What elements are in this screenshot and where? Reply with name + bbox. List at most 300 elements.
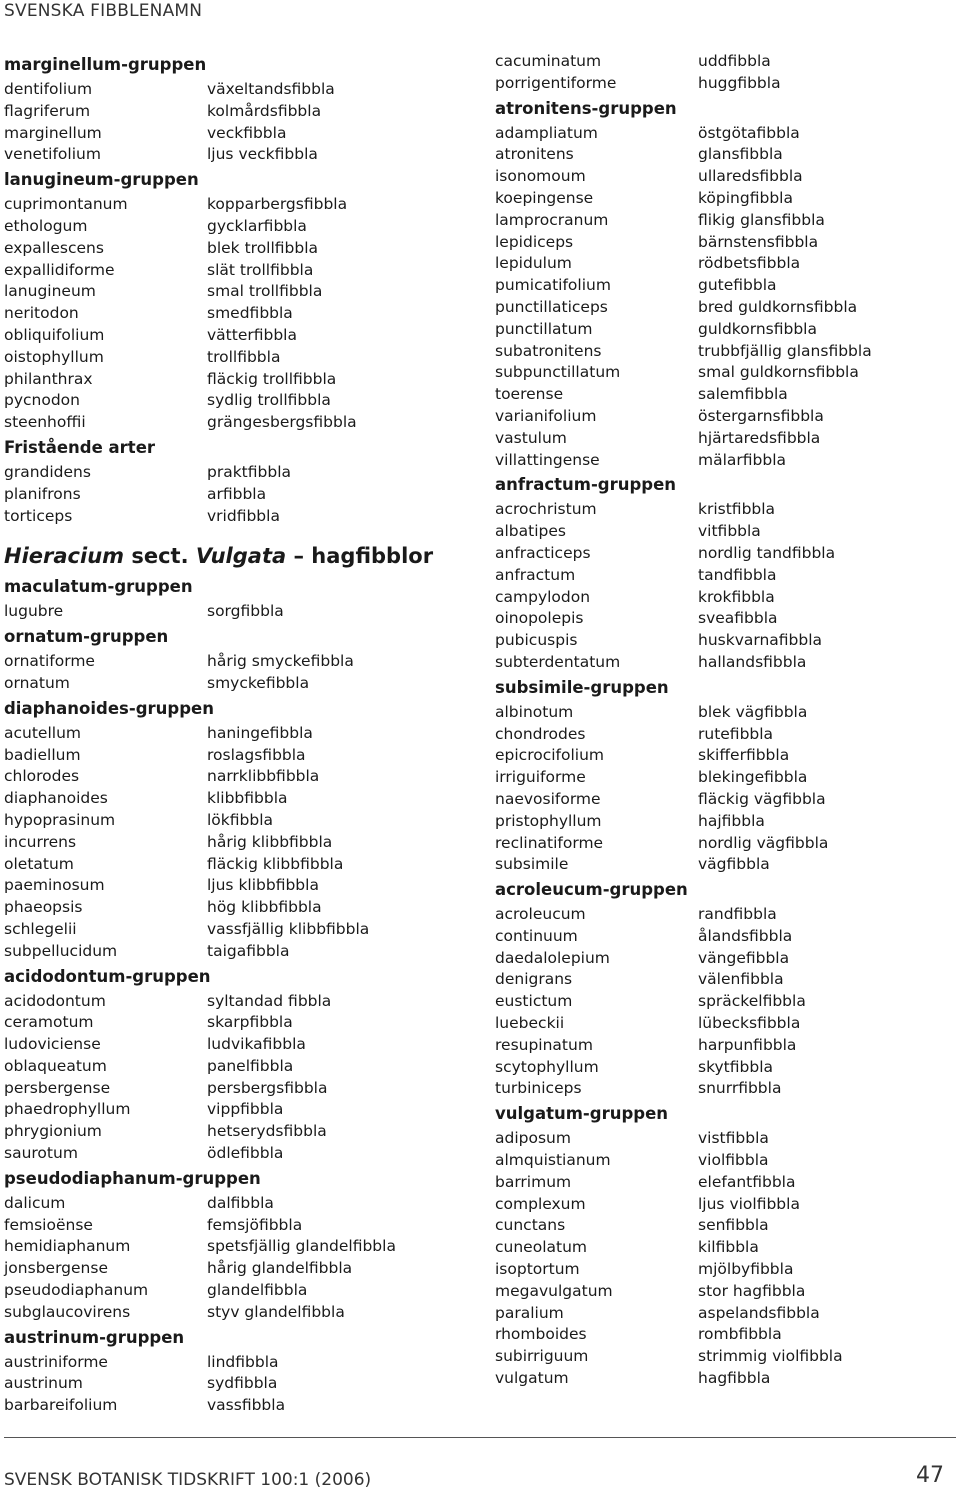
name-row [495, 702, 955, 724]
swedish-name: hetserydsfibbla [207, 1122, 327, 1141]
scientific-name: naevosiforme [495, 789, 601, 808]
name-row [495, 1281, 955, 1303]
scientific-name: vastulum [495, 428, 567, 447]
swedish-name: roslagsfibbla [207, 745, 306, 764]
name-row [495, 51, 955, 73]
scientific-name: ludoviciense [4, 1035, 101, 1054]
scientific-name: saurotum [4, 1144, 78, 1163]
running-header: SVENSKA FIBBLENAMN [4, 1, 203, 21]
swedish-name: vridfibbla [207, 506, 280, 525]
swedish-name: lökfibbla [207, 810, 274, 829]
scientific-name: subpellucidum [4, 941, 118, 960]
scientific-name: koepingense [495, 188, 594, 207]
name-row [495, 1035, 955, 1057]
name-row [495, 253, 955, 275]
swedish-name: östgötafibbla [698, 123, 800, 142]
swedish-name: skifferfibbla [698, 746, 790, 765]
name-group [495, 674, 955, 876]
name-row [4, 651, 474, 673]
name-group [4, 573, 474, 623]
name-row [4, 101, 474, 123]
swedish-name: mälarfibbla [698, 450, 787, 469]
swedish-name: ullaredsfibbla [698, 167, 803, 186]
name-row [495, 811, 955, 833]
scientific-name: villattingense [495, 450, 600, 469]
scientific-name: daedalolepium [495, 948, 610, 967]
scientific-name: paeminosum [4, 876, 105, 895]
name-row [4, 1056, 474, 1078]
scientific-name: lepidulum [495, 254, 572, 273]
swedish-name: elefantfibbla [698, 1172, 796, 1191]
swedish-name: hjärtaredsfibbla [698, 428, 821, 447]
scientific-name: luebeckii [495, 1014, 565, 1033]
scientific-name: torticeps [4, 506, 73, 525]
swedish-name: hårig smyckefibbla [207, 652, 354, 671]
group-title: subsimile-gruppen [495, 677, 669, 697]
swedish-name: persbergsfibbla [207, 1078, 328, 1097]
scientific-name: planifrons [4, 484, 81, 503]
swedish-name: narrklibbfibbla [207, 767, 320, 786]
name-row [4, 325, 474, 347]
swedish-name: spetsfjällig glandelfibbla [207, 1237, 396, 1256]
group-title: lanugineum-gruppen [4, 170, 199, 190]
scientific-name: isonomoum [495, 167, 586, 186]
scientific-name: hypoprasinum [4, 810, 116, 829]
scientific-name: pubicuspis [495, 631, 578, 650]
scientific-name: resupinatum [495, 1035, 593, 1054]
swedish-name: vistfibbla [698, 1129, 769, 1148]
swedish-name: blekingefibbla [698, 768, 808, 787]
name-row [495, 926, 955, 948]
scientific-name: oinopolepis [495, 609, 584, 628]
scientific-name: acidodontum [4, 991, 106, 1010]
swedish-name: ålandsfibbla [698, 926, 793, 945]
scientific-name: hemidiaphanum [4, 1237, 131, 1256]
scientific-name: chlorodes [4, 767, 80, 786]
name-row [4, 1099, 474, 1121]
swedish-name: hagfibbla [698, 1369, 771, 1388]
scientific-name: complexum [495, 1194, 586, 1213]
scientific-name: philanthrax [4, 369, 93, 388]
scientific-name: continuum [495, 926, 578, 945]
scientific-name: barrimum [495, 1172, 572, 1191]
swedish-name: hårig glandelfibbla [207, 1259, 353, 1278]
swedish-name: fläckig klibbfibbla [207, 854, 344, 873]
scientific-name: steenhoffii [4, 413, 86, 432]
group-title: maculatum-gruppen [4, 577, 193, 597]
swedish-name: hårig klibbfibbla [207, 832, 333, 851]
scientific-name: campylodon [495, 587, 591, 606]
scientific-name: expallescens [4, 238, 104, 257]
section-name: Vulgata [195, 544, 287, 569]
name-row [495, 210, 955, 232]
swedish-name: hallandsfibbla [698, 652, 807, 671]
name-row [495, 73, 955, 95]
swedish-name: sydlig trollfibbla [207, 391, 331, 410]
name-row [495, 1215, 955, 1237]
name-row [4, 919, 474, 941]
name-row [495, 1172, 955, 1194]
scientific-name: adiposum [495, 1129, 571, 1148]
group-title: ornatum-gruppen [4, 627, 169, 647]
name-row [495, 1237, 955, 1259]
group-title: diaphanoides-gruppen [4, 698, 214, 718]
swedish-name: glandelfibbla [207, 1281, 308, 1300]
scientific-name: oletatum [4, 854, 74, 873]
scientific-name: rhomboides [495, 1325, 587, 1344]
name-row [495, 991, 955, 1013]
swedish-name: lindfibbla [207, 1352, 279, 1371]
name-group [4, 434, 474, 527]
swedish-name: trollfibbla [207, 347, 281, 366]
swedish-name: strimmig violfibbla [698, 1347, 843, 1366]
group-title: austrinum-gruppen [4, 1327, 185, 1347]
name-row [4, 832, 474, 854]
name-row [4, 194, 474, 216]
swedish-name: nordlig vägfibbla [698, 833, 829, 852]
name-row [495, 428, 955, 450]
scientific-name: porrigentiforme [495, 73, 617, 92]
name-row [4, 941, 474, 963]
scientific-name: anfractum [495, 565, 576, 584]
name-row [495, 565, 955, 587]
scientific-name: dalicum [4, 1193, 66, 1212]
swedish-name: huskvarnafibbla [698, 631, 823, 650]
swedish-name: bärnstensfibbla [698, 232, 819, 251]
left-groups-a [4, 51, 474, 527]
scientific-name: subterdentatum [495, 652, 621, 671]
name-row [4, 1012, 474, 1034]
scientific-name: pumicatifolium [495, 276, 611, 295]
name-row [495, 745, 955, 767]
swedish-name: violfibbla [698, 1151, 769, 1170]
swedish-name: skytfibbla [698, 1057, 773, 1076]
scientific-name: ethologum [4, 216, 88, 235]
group-title: vulgatum-gruppen [495, 1104, 669, 1124]
scientific-name: lugubre [4, 602, 64, 621]
scientific-name: neritodon [4, 304, 79, 323]
scientific-name: grandidens [4, 462, 91, 481]
scientific-name: subsimile [495, 855, 569, 874]
swedish-name: smal trollfibbla [207, 282, 323, 301]
name-row [495, 767, 955, 789]
scientific-name: lanugineum [4, 282, 96, 301]
name-row [4, 144, 474, 166]
left-groups-b [4, 573, 474, 1417]
group-title: anfractum-gruppen [495, 475, 677, 495]
swedish-name: sveafibbla [698, 609, 778, 628]
swedish-name: nordlig tandfibbla [698, 543, 836, 562]
swedish-name: sydfibbla [207, 1374, 278, 1393]
swedish-name: rombfibbla [698, 1325, 782, 1344]
name-row [4, 238, 474, 260]
name-row [495, 1303, 955, 1325]
name-row [4, 79, 474, 101]
name-row [4, 484, 474, 506]
name-row [4, 369, 474, 391]
name-row [495, 608, 955, 630]
swedish-name: klibbfibbla [207, 789, 288, 808]
scientific-name: denigrans [495, 970, 573, 989]
swedish-name: östergarnsfibbla [698, 406, 824, 425]
swedish-name: ödlefibbla [207, 1144, 284, 1163]
scientific-name: barbareifolium [4, 1396, 118, 1415]
name-row [495, 144, 955, 166]
name-group [4, 695, 474, 963]
swedish-name: vägfibbla [698, 855, 770, 874]
swedish-name: salemfibbla [698, 385, 788, 404]
scientific-name: subpunctillatum [495, 363, 621, 382]
swedish-name: vitfibbla [698, 522, 761, 541]
scientific-name: subirriguum [495, 1347, 589, 1366]
scientific-name: albatipes [495, 522, 566, 541]
right-groups [495, 51, 955, 1390]
name-row [495, 854, 955, 876]
name-row [495, 499, 955, 521]
swedish-name: guldkornsfibbla [698, 319, 817, 338]
scientific-name: irriguiforme [495, 768, 586, 787]
scientific-name: paralium [495, 1303, 564, 1322]
scientific-name: pycnodon [4, 391, 80, 410]
swedish-name: fläckig vägfibbla [698, 789, 826, 808]
swedish-name: sorgfibbla [207, 602, 284, 621]
scientific-name: varianifolium [495, 406, 597, 425]
group-title: pseudodiaphanum-gruppen [4, 1168, 261, 1188]
scientific-name: pseudodiaphanum [4, 1281, 149, 1300]
name-row [4, 723, 474, 745]
scientific-name: acrochristum [495, 500, 597, 519]
group-title: marginellum-gruppen [4, 55, 207, 74]
swedish-name: ljus violfibbla [698, 1194, 800, 1213]
name-row [495, 297, 955, 319]
scientific-name: almquistianum [495, 1151, 611, 1170]
scientific-name: diaphanoides [4, 789, 108, 808]
name-row [495, 1194, 955, 1216]
swedish-name: krokfibbla [698, 587, 775, 606]
swedish-name: randfibbla [698, 905, 777, 924]
scientific-name: reclinatiforme [495, 833, 604, 852]
name-row [4, 1373, 474, 1395]
name-row [4, 745, 474, 767]
scientific-name: venetifolium [4, 145, 101, 164]
swedish-name: hög klibbfibbla [207, 898, 322, 917]
swedish-name: veckfibbla [207, 123, 287, 142]
name-row [4, 1395, 474, 1417]
name-group [4, 1165, 474, 1324]
name-row [4, 897, 474, 919]
swedish-name: kolmårdsfibbla [207, 101, 322, 120]
swedish-name: rödbetsfibbla [698, 254, 801, 273]
swedish-name: huggfibbla [698, 73, 781, 92]
scientific-name: austriniforme [4, 1352, 108, 1371]
swedish-name: blek vägfibbla [698, 702, 808, 721]
name-row [495, 587, 955, 609]
right-column [495, 51, 955, 1390]
swedish-name: välenfibbla [698, 970, 784, 989]
scientific-name: phrygionium [4, 1122, 102, 1141]
swedish-name: snurrfibbla [698, 1079, 782, 1098]
swedish-name: tandfibbla [698, 565, 777, 584]
scientific-name: cuneolatum [495, 1238, 587, 1257]
scientific-name: ceramotum [4, 1013, 94, 1032]
name-row [4, 1034, 474, 1056]
name-row [4, 875, 474, 897]
name-group [4, 51, 474, 166]
name-row [4, 390, 474, 412]
scientific-name: phaeopsis [4, 898, 83, 917]
scientific-name: expallidiforme [4, 260, 115, 279]
swedish-name: dalfibbla [207, 1193, 274, 1212]
name-row [4, 281, 474, 303]
swedish-name: bred guldkornsfibbla [698, 297, 858, 316]
name-row [4, 462, 474, 484]
name-group [4, 963, 474, 1165]
name-row [4, 1302, 474, 1324]
swedish-name: aspelandsfibbla [698, 1303, 820, 1322]
name-row [4, 347, 474, 369]
swedish-name: syltandad fibbla [207, 991, 332, 1010]
name-row [495, 406, 955, 428]
name-row [495, 1150, 955, 1172]
swedish-name: flikig glansfibbla [698, 210, 825, 229]
name-row [495, 724, 955, 746]
name-row [4, 601, 474, 623]
swedish-name: femsjöfibbla [207, 1215, 303, 1234]
swedish-name: blek trollfibbla [207, 238, 319, 257]
footer-journal: SVENSK BOTANISK TIDSKRIFT 100:1 (2006) [4, 1470, 372, 1490]
name-row [4, 854, 474, 876]
section-title [4, 539, 474, 573]
swedish-name: gycklarfibbla [207, 216, 307, 235]
scientific-name: anfracticeps [495, 543, 591, 562]
swedish-name: lübecksfibbla [698, 1014, 801, 1033]
swedish-name: kopparbergsfibbla [207, 195, 348, 214]
name-row [495, 521, 955, 543]
left-column [4, 51, 474, 1417]
name-group [4, 623, 474, 695]
name-row [495, 652, 955, 674]
footer [4, 1463, 944, 1492]
scientific-name: chondrodes [495, 724, 586, 743]
swedish-name: kristfibbla [698, 500, 776, 519]
swedish-name: växeltandsfibbla [207, 80, 335, 98]
scientific-name: subglaucovirens [4, 1302, 131, 1321]
name-row [495, 1078, 955, 1100]
scientific-name: megavulgatum [495, 1281, 613, 1300]
scientific-name: dentifolium [4, 80, 93, 98]
name-group [495, 95, 955, 472]
scientific-name: vulgatum [495, 1369, 569, 1388]
swedish-name: rutefibbla [698, 724, 774, 743]
name-group [4, 1324, 474, 1417]
name-row [4, 1121, 474, 1143]
swedish-name: stor hagfibbla [698, 1281, 806, 1300]
section-common-name: hagfibblor [311, 544, 434, 569]
swedish-name: kilfibbla [698, 1238, 759, 1257]
scientific-name: cunctans [495, 1216, 566, 1235]
scientific-name: pristophyllum [495, 811, 602, 830]
scientific-name: punctillatum [495, 319, 593, 338]
name-row [4, 260, 474, 282]
scientific-name: lepidiceps [495, 232, 574, 251]
scientific-name: cuprimontanum [4, 195, 128, 214]
swedish-name: vätterfibbla [207, 325, 297, 344]
page-number: 47 [916, 1463, 944, 1488]
name-row [4, 123, 474, 145]
name-row [4, 673, 474, 695]
scientific-name: punctillaticeps [495, 297, 608, 316]
scientific-name: badiellum [4, 745, 81, 764]
scientific-name: turbiniceps [495, 1079, 582, 1098]
name-row [495, 1128, 955, 1150]
name-row [4, 991, 474, 1013]
swedish-name: köpingfibbla [698, 188, 793, 207]
swedish-name: mjölbyfibbla [698, 1260, 794, 1279]
swedish-name: vängefibbla [698, 948, 790, 967]
scientific-name: schlegelii [4, 919, 77, 938]
swedish-name: slät trollfibbla [207, 260, 314, 279]
name-row [4, 788, 474, 810]
name-row [495, 789, 955, 811]
scientific-name: jonsbergense [4, 1259, 108, 1278]
name-row [495, 1324, 955, 1346]
scientific-name: acroleucum [495, 905, 586, 924]
name-group [495, 471, 955, 673]
swedish-name: panelfibbla [207, 1056, 294, 1075]
name-row [495, 1013, 955, 1035]
name-row [495, 341, 955, 363]
name-row [495, 275, 955, 297]
name-row [495, 1368, 955, 1390]
scientific-name: atronitens [495, 145, 574, 164]
name-row [4, 1258, 474, 1280]
name-group [495, 876, 955, 1100]
section-genus: Hieracium [4, 544, 125, 569]
name-row [495, 1259, 955, 1281]
scientific-name: austrinum [4, 1374, 83, 1393]
swedish-name: smyckefibbla [207, 673, 310, 692]
name-row [4, 1236, 474, 1258]
scientific-name: obliquifolium [4, 325, 105, 344]
section-sect: sect. [131, 544, 189, 569]
swedish-name: uddfibbla [698, 52, 771, 70]
name-row [495, 123, 955, 145]
name-row [4, 412, 474, 434]
name-row [4, 766, 474, 788]
scientific-name: lamprocranum [495, 210, 609, 229]
swedish-name: ljus klibbfibbla [207, 876, 319, 895]
name-group [4, 166, 474, 434]
name-row [495, 362, 955, 384]
swedish-name: grängesbergsfibbla [207, 413, 357, 432]
scientific-name: persbergense [4, 1078, 111, 1097]
scientific-name: flagriferum [4, 101, 91, 120]
scientific-name: ornatiforme [4, 652, 95, 671]
group-title: acidodontum-gruppen [4, 966, 211, 986]
scientific-name: marginellum [4, 123, 102, 142]
name-row [495, 319, 955, 341]
swedish-name: smedfibbla [207, 304, 293, 323]
swedish-name: fläckig trollfibbla [207, 369, 337, 388]
swedish-name: spräckelfibbla [698, 992, 806, 1011]
swedish-name: vassfibbla [207, 1396, 286, 1415]
scientific-name: subatronitens [495, 341, 602, 360]
name-row [495, 384, 955, 406]
name-row [495, 1346, 955, 1368]
name-row [495, 948, 955, 970]
swedish-name: glansfibbla [698, 145, 783, 164]
scientific-name: scytophyllum [495, 1057, 599, 1076]
